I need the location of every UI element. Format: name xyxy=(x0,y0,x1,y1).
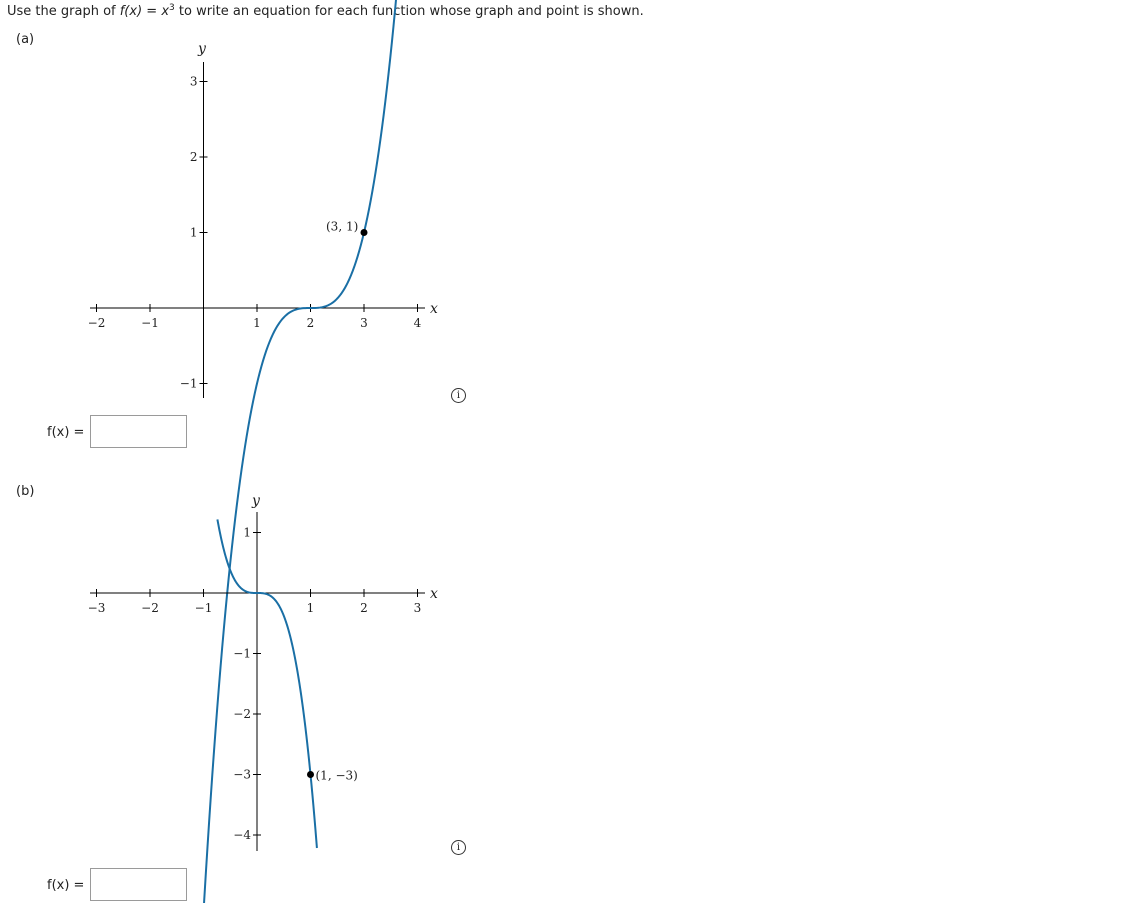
x-tick-label: −1 xyxy=(194,601,213,615)
info-icon[interactable]: i xyxy=(451,840,466,855)
instruction-exponent: 3 xyxy=(169,3,175,13)
instruction-suffix: to write an equation for each function whose graph and point is shown. xyxy=(174,4,644,19)
x-tick-label: −2 xyxy=(87,316,106,330)
part-b-label: (b) xyxy=(16,484,35,499)
x-tick-label: −1 xyxy=(141,316,159,330)
x-axis-label: x xyxy=(430,301,438,317)
x-tick-label: −3 xyxy=(87,601,106,615)
y-axis-label: y xyxy=(252,493,260,509)
y-tick-label: 3 xyxy=(189,74,198,89)
y-tick-label: −2 xyxy=(233,707,251,721)
x-tick-label: 2 xyxy=(306,316,315,330)
answer-input-b[interactable] xyxy=(90,868,187,901)
x-axis-label: x xyxy=(430,586,438,602)
x-tick-label: 4 xyxy=(413,316,422,330)
answer-label-b: f(x) = xyxy=(47,878,85,893)
x-tick-label: 3 xyxy=(360,316,368,330)
point-label: (3, 1) xyxy=(326,219,359,234)
x-tick-label: −2 xyxy=(141,601,159,615)
instruction-equals: = xyxy=(142,4,162,19)
data-point xyxy=(307,771,314,778)
x-tick-label: 1 xyxy=(253,316,261,330)
info-icon[interactable]: i xyxy=(451,388,466,403)
point-label: (1, −3) xyxy=(315,768,358,783)
y-tick-label: −1 xyxy=(233,646,251,661)
y-axis-label: y xyxy=(198,41,206,57)
x-tick-label: 3 xyxy=(413,601,422,615)
part-a-label: (a) xyxy=(16,32,35,47)
answer-label-a: f(x) = xyxy=(47,425,85,440)
chart-part-b xyxy=(0,0,480,903)
x-tick-label: 1 xyxy=(306,601,315,615)
y-tick-label: −1 xyxy=(179,376,198,391)
instruction-prefix: Use the graph of xyxy=(7,4,120,19)
instruction-function: f(x) xyxy=(119,4,143,19)
y-tick-label: 1 xyxy=(189,225,198,240)
y-tick-label: 1 xyxy=(243,525,251,540)
y-tick-label: −3 xyxy=(233,767,251,782)
x-tick-label: 2 xyxy=(360,601,368,615)
y-tick-label: −4 xyxy=(233,828,251,842)
instruction-base: x xyxy=(161,4,170,19)
y-tick-label: 2 xyxy=(189,150,198,164)
function-curve xyxy=(217,519,317,848)
